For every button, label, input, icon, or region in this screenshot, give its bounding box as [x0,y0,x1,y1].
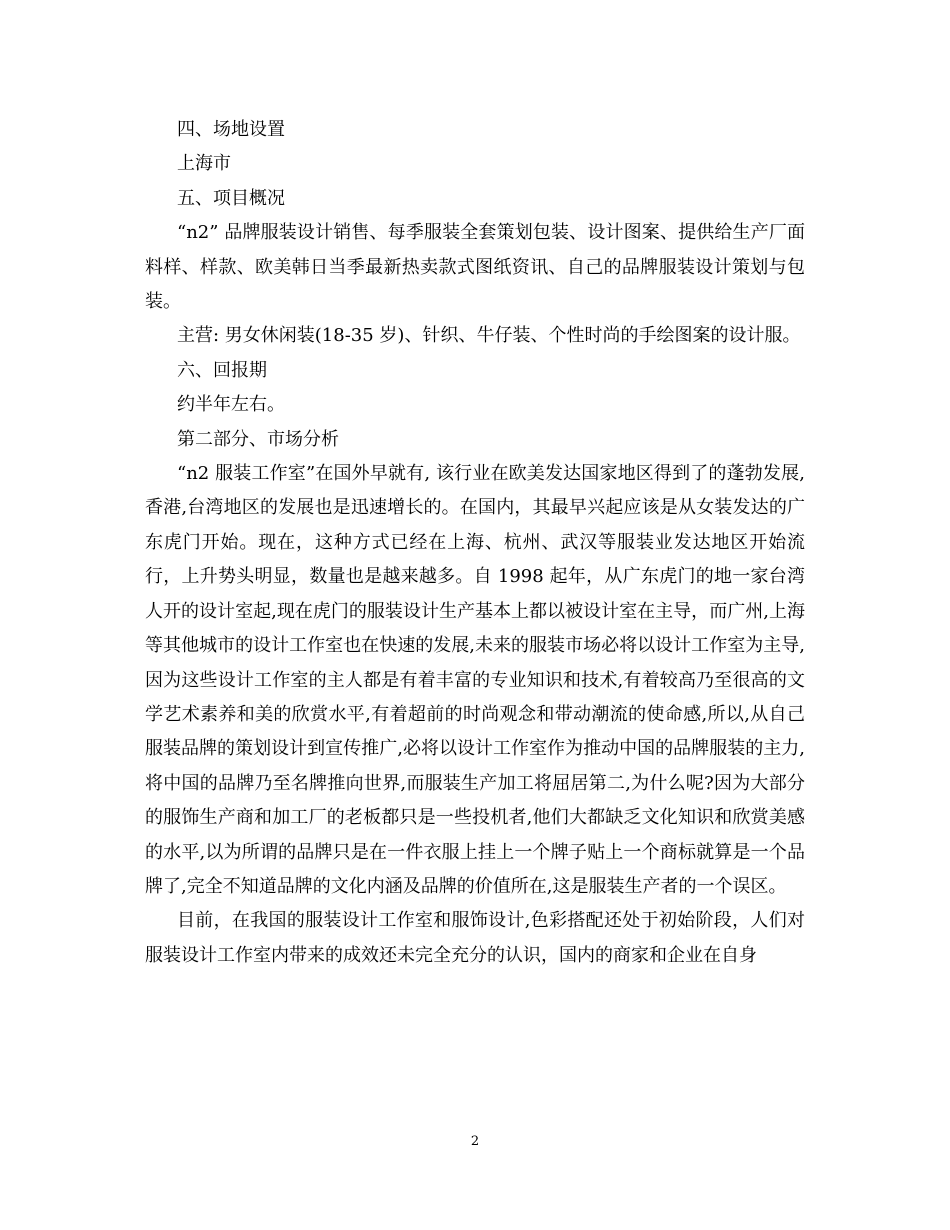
venue-text: 上海市 [177,153,231,175]
page-number: 2 [470,1134,480,1149]
current-status-paragraph: 目前，在我国的服装设计工作室和服饰设计,色彩搭配还处于初始阶段，人们对服装设计工作室内带来的成效还未完全充分的认识，国内的商家和企业在自身 [145,910,805,966]
part-heading-market-analysis: 第二部分、市场分析 [177,428,339,450]
section-heading-venue: 四、场地设置 [177,119,285,140]
document-body [145,113,805,973]
main-business-paragraph: 主营: 男女休闲装(18-35 岁)、针织、牛仔装、个性时尚的手绘图案的设计服。 [177,325,801,347]
section-heading-payback: 六、回报期 [177,359,267,381]
market-analysis-paragraph: “n2 服装工作室”在国外早就有, 该行业在欧美发达国家地区得到了的蓬勃发展,香港,台湾地区的发展也是迅速增长的。在国内，其最早兴起应该是从女装发达的广东虎门开始。现在，这种方式已经在上海、杭州、武汉等服装业发达地区开始流行，上升势头明显，数量也是越来越多。自 1998 起年，从广东虎门的地一家台湾人开的设计室起,现在虎门的服装设计生产基本上都以被设计室在主导，而广州,上海等其他城市的设计工作室也在快速的发展,未来的服装市场必将以设计工作室为主导,因为这些设计工作室的主人都是有着丰富的专业知识和技术,有着较高乃至很高的文学艺术素养和美的欣赏水平,有着超前的时尚观念和带动潮流的使命感,所以,从自己服装品牌的策划设计到宣传推广,必将以设计工作室作为推动中国的品牌服装的主力,将中国的品牌乃至名牌推向世界,而服装生产加工将屈居第二,为什么呢?因为大部分的服饰生产商和加工厂的老板都只是一些投机者,他们大都缺乏文化知识和欣赏美感的水平,以为所谓的品牌只是在一件衣服上挂上一个牌子贴上一个商标就算是一个品牌了,完全不知道品牌的文化内涵及品牌的价值所在,这是服装生产者的一个误区。 [145,463,805,897]
overview-paragraph: “n2” 品牌服装设计销售、每季服装全套策划包装、设计图案、提供给生产厂面料样、样款、欧美韩日当季最新热卖款式图纸资讯、自己的品牌服装设计策划与包装。 [145,222,805,313]
section-heading-overview: 五、项目概况 [177,187,285,209]
payback-text: 约半年左右。 [177,394,285,416]
